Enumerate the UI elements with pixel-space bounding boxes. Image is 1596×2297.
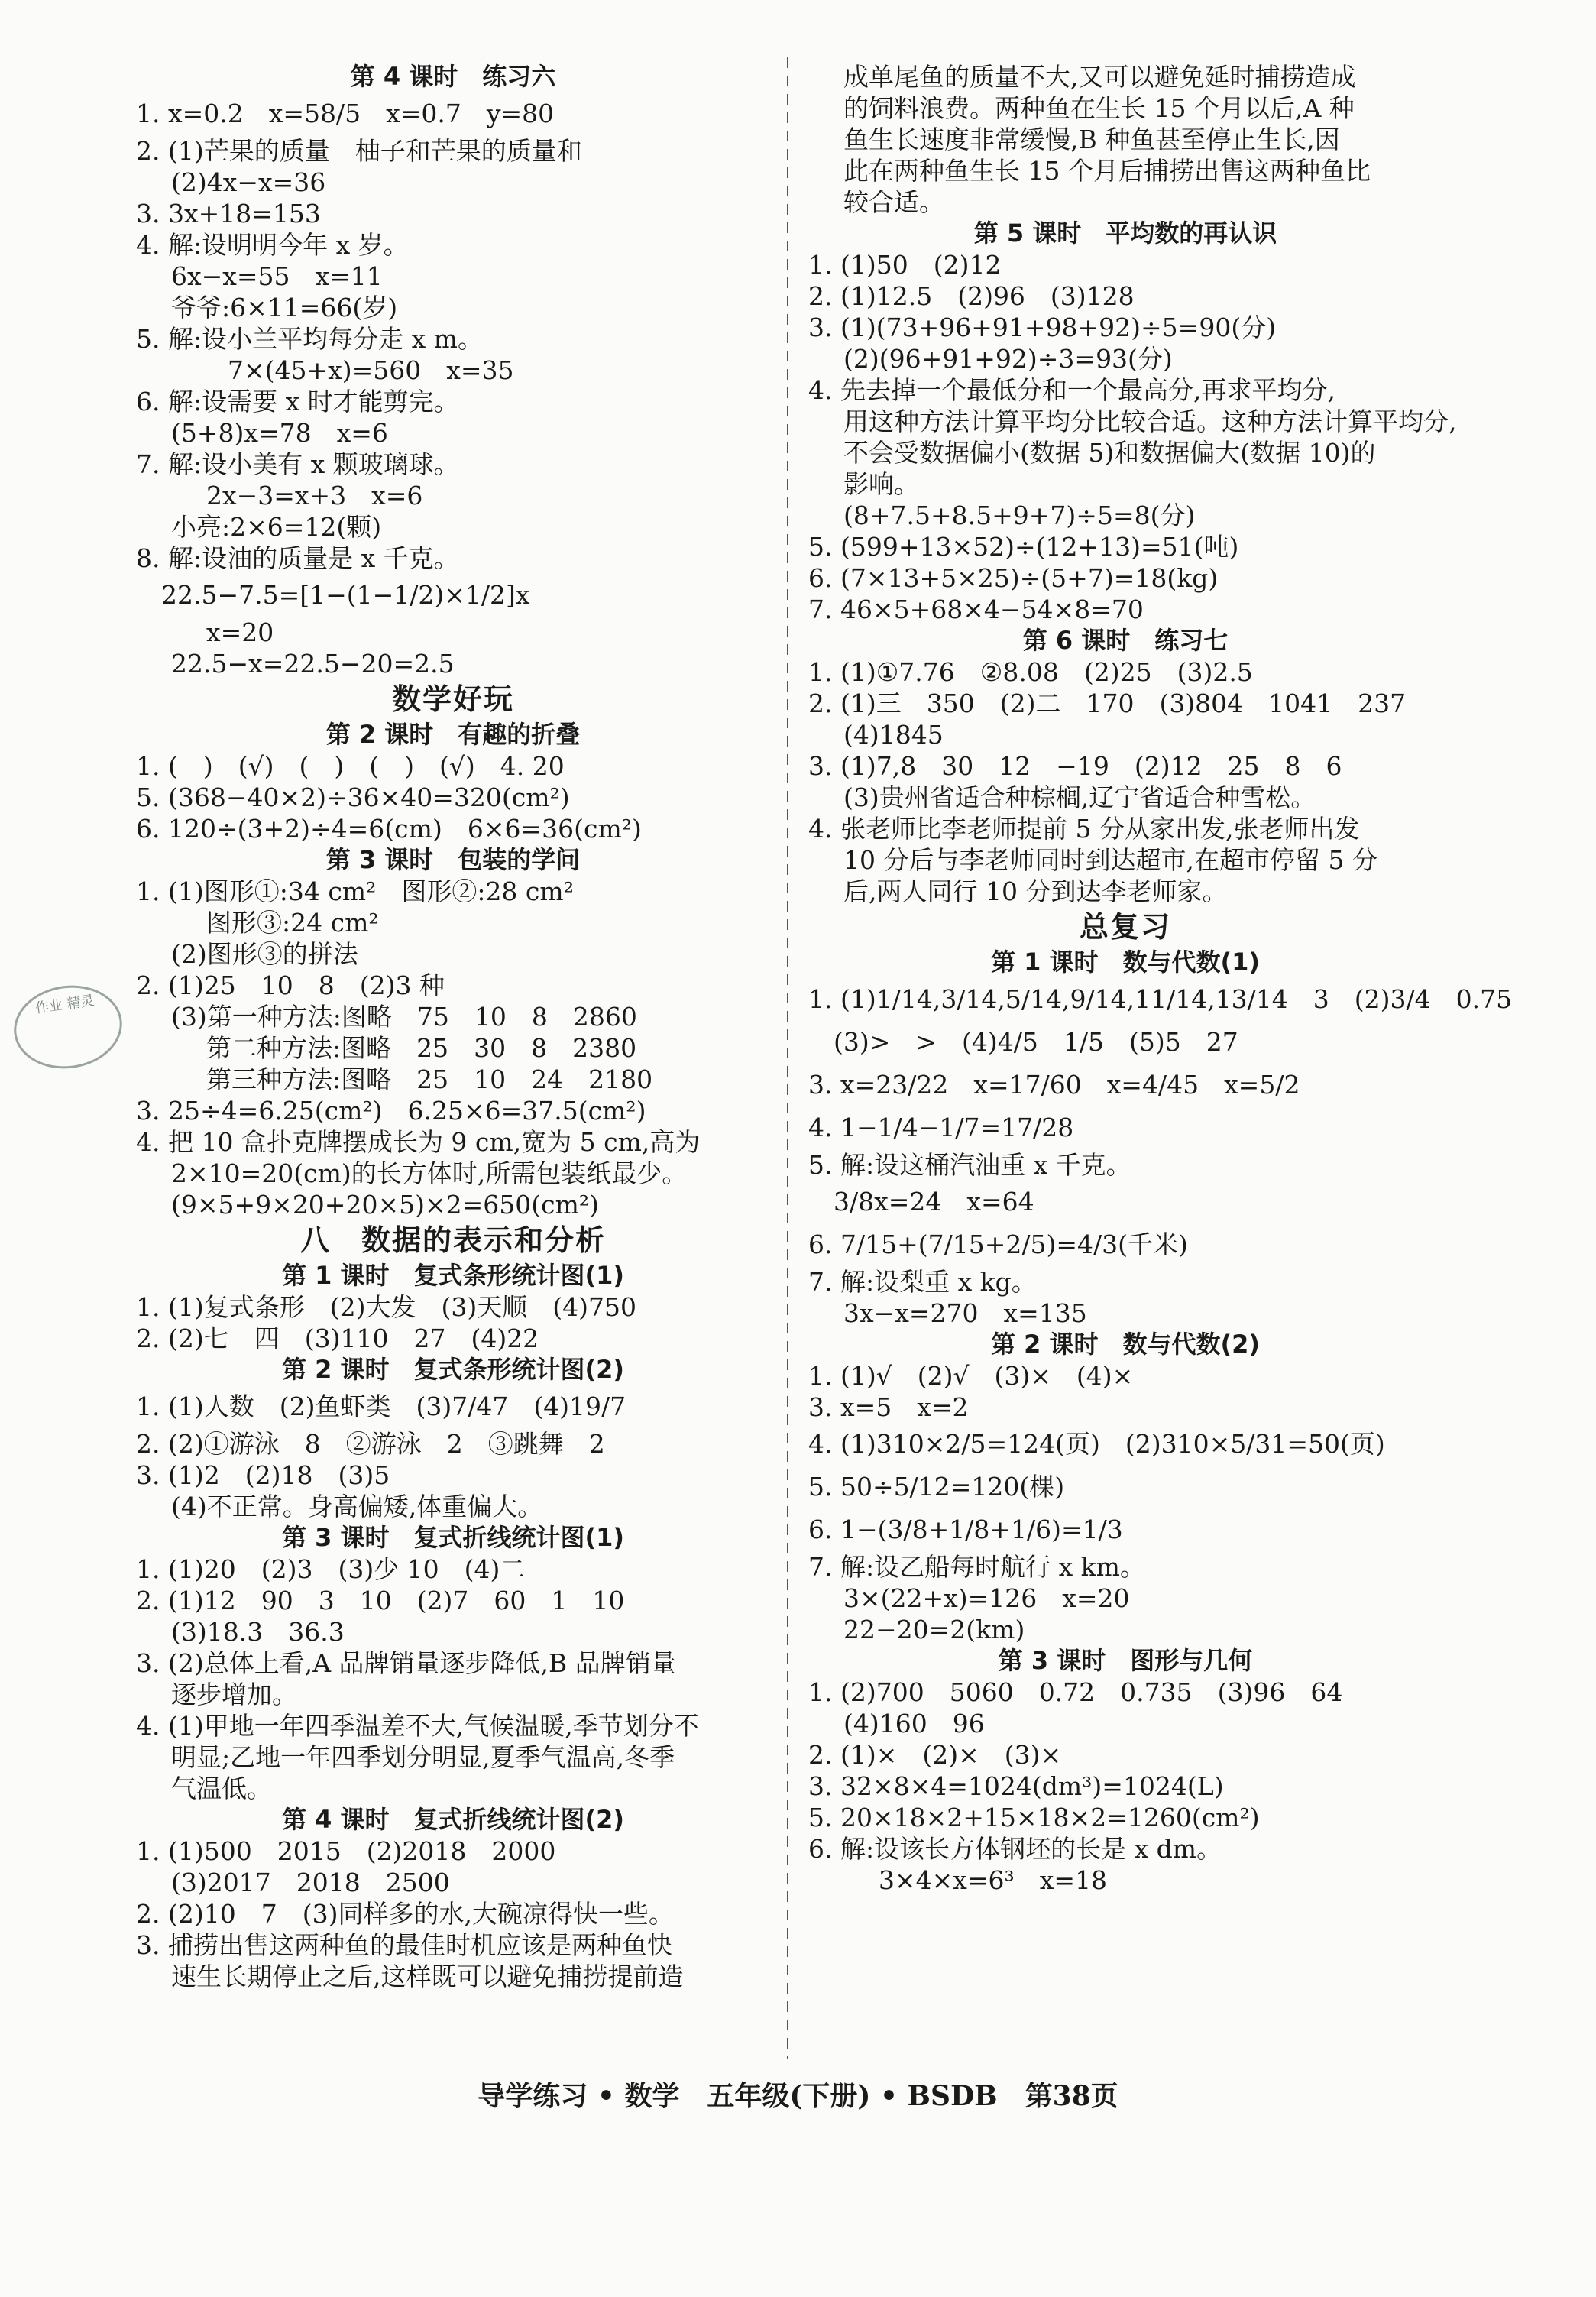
answer-line: 1. (1)①7.76 ②8.08 (2)25 (3)2.5 [808, 657, 1253, 687]
answer-line: 5. (599+13×52)÷(12+13)=51(吨) [808, 532, 1239, 562]
answer-line: 2. (1)× (2)× (3)× [808, 1740, 1062, 1770]
answer-line: 2. (2)①游泳 8 ②游泳 2 ③跳舞 2 [136, 1429, 605, 1459]
answer-line: 明显;乙地一年四季划分明显,夏季气温高,冬季 [171, 1742, 675, 1772]
answer-line: 气温低。 [171, 1774, 272, 1803]
answer-line: 4. 把 10 盒扑克牌摆成长为 9 cm,宽为 5 cm,高为 [136, 1127, 701, 1157]
answer-line: 2. (2)七 四 (3)110 27 (4)22 [136, 1323, 539, 1353]
answer-line: 3. 32×8×4=1024(dm³)=1024(L) [808, 1771, 1224, 1801]
answer-line: 1. (1)复式条形 (2)大发 (3)天顺 (4)750 [136, 1292, 636, 1322]
section-heading: 第 1 课时 复式条形统计图(1) [281, 1261, 625, 1290]
answer-line: 的饲料浪费。两种鱼在生长 15 个月以后,A 种 [843, 93, 1355, 123]
answer-line: 7. 46×5+68×4−54×8=70 [808, 594, 1144, 624]
answer-line: 5. 20×18×2+15×18×2=1260(cm²) [808, 1803, 1260, 1832]
answer-line: 4. 1−1/4−1/7=17/28 [808, 1113, 1074, 1142]
answer-line: 7×(45+x)=560 x=35 [228, 355, 514, 385]
answer-line: 4. 解:设明明今年 x 岁。 [136, 230, 409, 260]
page-footer: 导学练习 • 数学 五年级(下册) • BSDB 第38页 [478, 2080, 1118, 2112]
answer-line: 1. x=0.2 x=58/5 x=0.7 y=80 [136, 99, 555, 128]
section-heading: 第 2 课时 有趣的折叠 [325, 720, 581, 749]
answer-line: 逐步增加。 [171, 1680, 297, 1709]
answer-line: 3×(22+x)=126 x=20 [843, 1583, 1130, 1613]
unit-heading: 总复习 [1079, 910, 1171, 944]
answer-line: 5. 解:设小兰平均每分走 x m。 [136, 324, 483, 354]
answer-line: 1. ( ) (√) ( ) ( ) (√) 4. 20 [136, 751, 565, 781]
answer-line: 小亮:2×6=12(颗) [171, 512, 382, 542]
answer-line: 6x−x=55 x=11 [171, 261, 383, 291]
answer-line: 4. 张老师比李老师提前 5 分从家出发,张老师出发 [808, 814, 1360, 844]
answer-line: (2)4x−x=36 [171, 167, 326, 197]
answer-line: 爷爷:6×11=66(岁) [171, 293, 398, 322]
answer-line: (3)> > (4)4/5 1/5 (5)5 27 [808, 1027, 1238, 1057]
answer-line: 后,两人同行 10 分到达李老师家。 [843, 876, 1228, 906]
answer-line: 1. (1)人数 (2)鱼虾类 (3)7/47 (4)19/7 [136, 1391, 626, 1421]
answer-line: 6. (7×13+5×25)÷(5+7)=18(kg) [808, 563, 1219, 593]
answer-line: 3. x=5 x=2 [808, 1392, 969, 1422]
answer-line: 10 分后与李老师同时到达超市,在超市停留 5 分 [843, 845, 1377, 875]
answer-line: 速生长期停止之后,这样既可以避免捕捞提前造 [171, 1962, 684, 1991]
answer-line: 7. 解:设梨重 x kg。 [808, 1267, 1037, 1297]
answer-line: 3. (1)2 (2)18 (3)5 [136, 1460, 390, 1490]
answer-line: 3. x=23/22 x=17/60 x=4/45 x=5/2 [808, 1070, 1300, 1100]
section-heading: 第 4 课时 复式折线统计图(2) [281, 1805, 625, 1834]
answer-line: 3. (2)总体上看,A 品牌销量逐步降低,B 品牌销量 [136, 1648, 676, 1678]
answer-line: 1. (1)√ (2)√ (3)× (4)× [808, 1361, 1134, 1391]
answer-line: 3/8x=24 x=64 [808, 1187, 1034, 1217]
answer-line: (2)(96+91+92)÷3=93(分) [843, 344, 1173, 374]
section-heading: 第 6 课时 练习七 [1022, 626, 1229, 655]
answer-line: 4. (1)310×2/5=124(页) (2)310×5/31=50(页) [808, 1429, 1385, 1459]
answer-line: (3)2017 2018 2500 [171, 1868, 450, 1897]
column-divider [787, 57, 788, 2059]
answer-line: 3×4×x=6³ x=18 [879, 1865, 1108, 1895]
right-column [808, 61, 1513, 1896]
answer-line: 3. (1)(73+96+91+98+92)÷5=90(分) [808, 313, 1277, 342]
answer-line: 2. (1)芒果的质量 柚子和芒果的质量和 [136, 136, 582, 166]
answer-line: 用这种方法计算平均分比较合适。这种方法计算平均分, [843, 407, 1457, 436]
section-heading: 第 3 课时 图形与几何 [998, 1646, 1253, 1675]
answer-line: 5. 解:设这桶汽油重 x 千克。 [808, 1150, 1131, 1180]
answer-line: 此在两种鱼生长 15 个月后捕捞出售这两种鱼比 [843, 156, 1371, 186]
answer-line: 不会受数据偏小(数据 5)和数据偏大(数据 10)的 [843, 438, 1376, 468]
unit-heading: 数学好玩 [391, 682, 514, 716]
answer-line: 1. (1)20 (2)3 (3)少 10 (4)二 [136, 1554, 526, 1584]
answer-line: (2)图形③的拼法 [171, 939, 358, 969]
section-heading: 第 2 课时 数与代数(2) [990, 1330, 1261, 1359]
answer-line: (8+7.5+8.5+9+7)÷5=8(分) [843, 501, 1196, 530]
answer-line: (3)18.3 36.3 [171, 1617, 345, 1647]
answer-line: (4)1845 [843, 720, 944, 750]
answer-line: 第三种方法:图略 25 10 24 2180 [206, 1064, 653, 1094]
answer-line: (5+8)x=78 x=6 [171, 418, 388, 448]
left-column [136, 61, 770, 1992]
section-heading: 第 4 课时 练习六 [350, 62, 556, 91]
answer-line: 22−20=2(km) [843, 1615, 1025, 1644]
answer-line: (4)不正常。身高偏矮,体重偏大。 [171, 1492, 543, 1521]
unit-heading: 八 数据的表示和分析 [299, 1223, 606, 1257]
answer-line: 6. 解:设该长方体钢坯的长是 x dm。 [808, 1834, 1222, 1864]
answer-line: (4)160 96 [843, 1709, 985, 1738]
answer-line: (3)贵州省适合种棕榈,辽宁省适合种雪松。 [843, 782, 1316, 812]
answer-line: 2. (1)12 90 3 10 (2)7 60 1 10 [136, 1586, 625, 1615]
section-heading: 第 1 课时 数与代数(1) [990, 948, 1261, 977]
answer-line: (9×5+9×20+20×5)×2=650(cm²) [171, 1190, 600, 1220]
answer-line: 2×10=20(cm)的长方体时,所需包装纸最少。 [171, 1158, 688, 1188]
section-heading: 第 3 课时 复式折线统计图(1) [281, 1523, 625, 1552]
answer-line: 6. 120÷(3+2)÷4=6(cm) 6×6=36(cm²) [136, 814, 642, 844]
answer-line: 7. 解:设乙船每时航行 x km。 [808, 1552, 1145, 1582]
answer-line: 3. 3x+18=153 [136, 199, 321, 228]
answer-line: 3. 捕捞出售这两种鱼的最佳时机应该是两种鱼快 [136, 1930, 672, 1960]
answer-line: 3. 25÷4=6.25(cm²) 6.25×6=37.5(cm²) [136, 1096, 646, 1126]
answer-line: 1. (1)图形①:34 cm² 图形②:28 cm² [136, 876, 574, 906]
answer-line: 1. (1)500 2015 (2)2018 2000 [136, 1836, 556, 1866]
answer-line: 2. (2)10 7 (3)同样多的水,大碗凉得快一些。 [136, 1899, 674, 1929]
answer-line: 3. (1)7,8 30 12 −19 (2)12 25 8 6 [808, 751, 1342, 781]
answer-line: 1. (2)700 5060 0.72 0.735 (3)96 64 [808, 1677, 1343, 1707]
answer-line: 8. 解:设油的质量是 x 千克。 [136, 543, 459, 573]
answer-line: 较合适。 [843, 187, 944, 217]
answer-line: 第二种方法:图略 25 30 8 2380 [206, 1033, 637, 1063]
answer-line: 6. 1−(3/8+1/8+1/6)=1/3 [808, 1515, 1123, 1544]
answer-line: 5. (368−40×2)÷36×40=320(cm²) [136, 782, 570, 812]
answer-line: 1. (1)50 (2)12 [808, 250, 1002, 280]
answer-line: 鱼生长速度非常缓慢,B 种鱼甚至停止生长,因 [843, 125, 1340, 154]
answer-line: 6. 解:设需要 x 时才能剪完。 [136, 387, 459, 416]
answer-line: 6. 7/15+(7/15+2/5)=4/3(千米) [808, 1229, 1188, 1259]
answer-line: 2. (1)12.5 (2)96 (3)128 [808, 281, 1135, 311]
answer-line: 7. 解:设小美有 x 颗玻璃球。 [136, 449, 459, 479]
answer-line: 成单尾鱼的质量不大,又可以避免延时捕捞造成 [843, 62, 1356, 92]
answer-line: 22.5−7.5=[1−(1−1/2)×1/2]x [136, 580, 530, 610]
answer-line: 影响。 [843, 469, 919, 499]
answer-line: 4. 先去掉一个最低分和一个最高分,再求平均分, [808, 375, 1335, 405]
answer-line: 2x−3=x+3 x=6 [206, 481, 423, 510]
answer-line: 5. 50÷5/12=120(棵) [808, 1472, 1065, 1502]
answer-line: 1. (1)1/14,3/14,5/14,9/14,11/14,13/14 3 (2)3/4 0.75 [808, 984, 1513, 1014]
answer-line: 图形③:24 cm² [206, 908, 379, 938]
answer-line: 2. (1)25 10 8 (2)3 种 [136, 970, 445, 1000]
answer-line: 4. (1)甲地一年四季温差不大,气候温暖,季节划分不 [136, 1711, 699, 1741]
watermark-stamp: 作业 精灵 [8, 979, 128, 1076]
section-heading: 第 2 课时 复式条形统计图(2) [281, 1355, 625, 1384]
answer-line: 3x−x=270 x=135 [843, 1298, 1087, 1328]
answer-line: 2. (1)三 350 (2)二 170 (3)804 1041 237 [808, 688, 1407, 718]
answer-line: x=20 [206, 617, 274, 647]
section-heading: 第 5 课时 平均数的再认识 [973, 219, 1277, 248]
answer-line: 22.5−x=22.5−20=2.5 [171, 649, 455, 679]
answer-line: (3)第一种方法:图略 75 10 8 2860 [171, 1002, 637, 1032]
section-heading: 第 3 课时 包装的学问 [325, 845, 581, 874]
